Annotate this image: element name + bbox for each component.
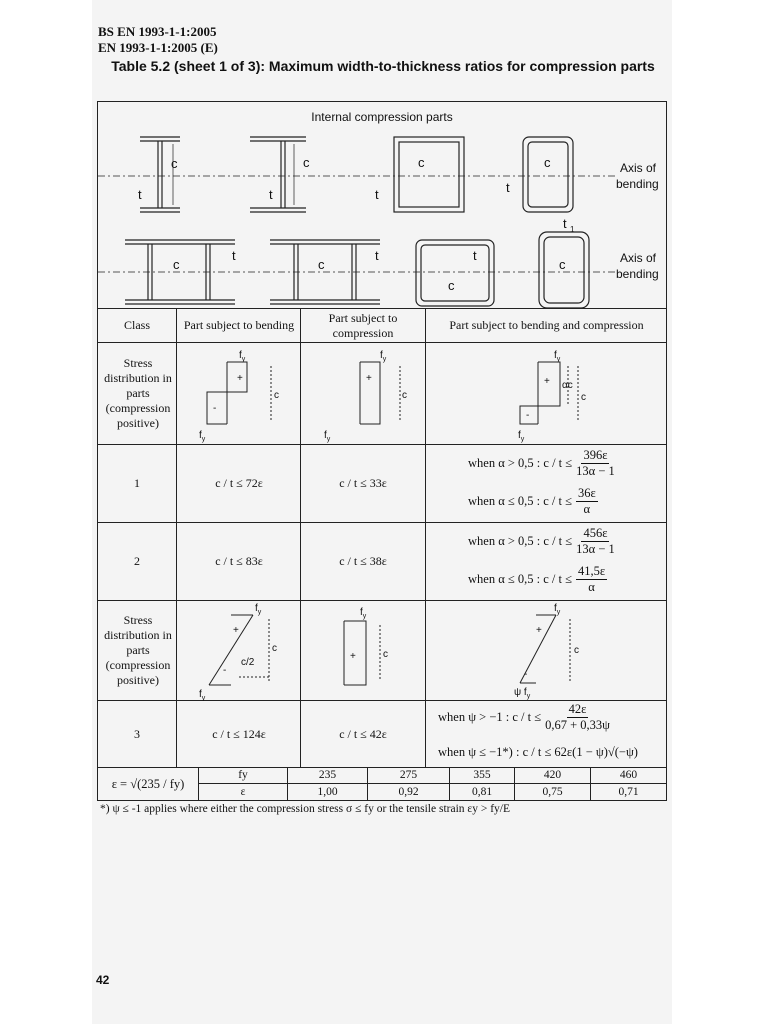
class3-cond1-den: 0,67 + 0,33ψ — [545, 718, 610, 732]
svg-text:c/2: c/2 — [241, 657, 255, 668]
stress-diagram-compression-class3 — [304, 601, 424, 701]
class3-condition-2: when ψ ≤ −1*) : c / t ≤ 62ε(1 − ψ)√(−ψ) — [438, 745, 638, 759]
fy-value: 235 — [318, 769, 337, 781]
svg-text:t: t — [375, 187, 379, 202]
svg-text:+: + — [233, 625, 239, 636]
svg-text:-: - — [223, 665, 227, 676]
svg-text:c: c — [274, 390, 279, 401]
svg-text:-: - — [213, 403, 217, 414]
eps-value: 0,81 — [471, 785, 493, 798]
stress-diagram-bending-compression — [478, 344, 658, 444]
svg-text:-: - — [526, 410, 530, 421]
diagram-heading: Internal compression parts — [311, 109, 453, 124]
svg-text:t: t — [138, 187, 142, 202]
class2-condition-2 — [468, 564, 607, 595]
header-class: Class — [123, 318, 150, 332]
class2-bending: c / t ≤ 83ε — [215, 554, 263, 568]
svg-text:c: c — [544, 155, 551, 170]
class1-bending: c / t ≤ 72ε — [215, 476, 263, 490]
svg-text:+: + — [366, 373, 372, 384]
svg-text:αc: αc — [562, 380, 573, 391]
svg-text:c: c — [303, 155, 310, 170]
svg-text:t: t — [506, 180, 510, 195]
eps-value: 1,00 — [317, 785, 338, 798]
fy-value: 420 — [543, 769, 562, 781]
svg-text:c: c — [448, 278, 455, 293]
svg-text:+: + — [536, 625, 542, 636]
class1-cond1-num: 396ε — [583, 448, 608, 462]
svg-text:c: c — [272, 643, 277, 654]
stress-diagram-bending — [179, 344, 299, 444]
svg-text:fy: $f_y$ — [199, 430, 206, 443]
label-c: c — [171, 156, 178, 171]
class1-cond2-num: 36ε — [577, 486, 596, 500]
class2-condition-1 — [468, 526, 615, 557]
svg-text:fy: $f_y$ — [554, 603, 561, 616]
cross-section-diagrams — [98, 120, 666, 310]
row-class-1: 1 — [134, 476, 140, 490]
epsilon-formula: ε = √(235 / fy) — [111, 776, 185, 791]
class2-cond2-den: α — [588, 580, 595, 594]
svg-text:+: + — [544, 376, 550, 387]
header-bending: Part subject to bending — [183, 318, 295, 332]
class1-cond2-den: α — [583, 502, 591, 516]
table-title: Table 5.2 (sheet 1 of 3): Maximum width-to-thickness ratios for compression parts — [111, 58, 655, 74]
class2-cond1-text: when α > 0,5 : c / t ≤ — [468, 534, 573, 548]
svg-text:fy: $f_y$ — [255, 603, 262, 616]
eps-label: ε — [240, 785, 246, 798]
stress-row-label: Stress distribution in parts (compression positive) — [104, 356, 172, 430]
class2-cond2-num: 41,5ε — [577, 564, 606, 578]
ratio-table — [97, 101, 667, 801]
svg-text:+: + — [350, 651, 356, 662]
svg-text:bending: bending — [616, 177, 659, 191]
footnote: *) ψ ≤ -1 applies where either the compression stress σ ≤ fy or the tensile strain εy > fy/E — [100, 803, 511, 815]
svg-text:+: + — [237, 373, 243, 384]
class1-cond1-text: when α > 0,5 : c / t ≤ — [468, 456, 573, 470]
class2-cond2-text: when α ≤ 0,5 : c / t ≤ — [468, 572, 572, 586]
svg-text:fy: $f_y$ — [360, 607, 367, 620]
page-number: 42 — [96, 973, 110, 987]
svg-text:t: t — [473, 248, 477, 263]
svg-text:c: c — [383, 649, 388, 660]
svg-text:bending: bending — [616, 267, 659, 281]
fy-label: fy — [238, 769, 248, 781]
svg-text:t: t — [269, 187, 273, 202]
class1-cond1-den: 13α − 1 — [576, 464, 615, 478]
svg-text:c: c — [581, 392, 586, 403]
standard-code-bs: BS EN 1993-1-1:2005 — [98, 24, 217, 39]
svg-text:-: - — [524, 669, 528, 680]
class1-condition-2 — [468, 486, 598, 517]
svg-text:Axis of: Axis of — [620, 251, 657, 265]
svg-text:t: t — [563, 216, 567, 231]
svg-text:c: c — [418, 155, 425, 170]
fy-value: 355 — [473, 769, 491, 781]
svg-text:1: 1 — [570, 225, 575, 234]
eps-value: 0,75 — [542, 785, 563, 798]
svg-text:fy: $f_y$ — [554, 350, 561, 363]
stress-row-label-2: Stress distribution in parts (compression positive) — [104, 613, 172, 687]
class1-cond2-text: when α ≤ 0,5 : c / t ≤ — [468, 494, 572, 508]
svg-text:c: c — [318, 257, 325, 272]
svg-text:t: t — [232, 248, 236, 263]
svg-text:Axis of: Axis of — [620, 161, 657, 175]
svg-text:fy: $f_y$ — [518, 430, 525, 443]
row-class-3: 3 — [134, 726, 140, 741]
class3-condition-1 — [438, 702, 610, 733]
header-compression: Part subject to compression — [328, 310, 398, 340]
svg-text:fy: $f_y$ — [324, 430, 331, 443]
stress-diagram-compression — [304, 344, 424, 444]
stress-diagram-bending-compression-class3 — [478, 601, 658, 701]
svg-text:fy: $f_y$ — [380, 350, 387, 363]
svg-text:c: c — [173, 257, 180, 272]
svg-text:ψ fy: ψ $f_y$ — [514, 687, 531, 700]
class1-compression: c / t ≤ 33ε — [339, 476, 387, 490]
svg-text:fy: $f_y$ — [199, 689, 206, 701]
svg-text:c: c — [574, 645, 579, 656]
svg-text:t: t — [375, 248, 379, 263]
fy-value: 275 — [399, 769, 418, 781]
class2-cond1-den: 13α − 1 — [576, 542, 615, 556]
class2-cond1-num: 456ε — [583, 526, 608, 540]
standard-code-en: EN 1993-1-1:2005 (E) — [98, 40, 218, 55]
class3-compression: c / t ≤ 42ε — [339, 726, 387, 741]
eps-value: 0,92 — [398, 785, 419, 798]
svg-text:fy: $f_y$ — [239, 350, 246, 363]
header-bending-compression: Part subject to bending and compression — [449, 318, 644, 332]
svg-text:c: c — [559, 257, 566, 272]
stress-diagram-bending-class3 — [179, 601, 299, 701]
class1-condition-1 — [468, 448, 615, 479]
row-class-2: 2 — [134, 554, 140, 568]
fy-value: 460 — [619, 769, 638, 781]
class3-bending: c / t ≤ 124ε — [212, 726, 266, 741]
svg-text:c: c — [402, 390, 407, 401]
class3-cond1-text: when ψ > −1 : c / t ≤ — [438, 710, 542, 724]
class3-cond1-num: 42ε — [568, 702, 587, 716]
class2-compression: c / t ≤ 38ε — [339, 554, 387, 568]
eps-value: 0,71 — [618, 785, 639, 798]
